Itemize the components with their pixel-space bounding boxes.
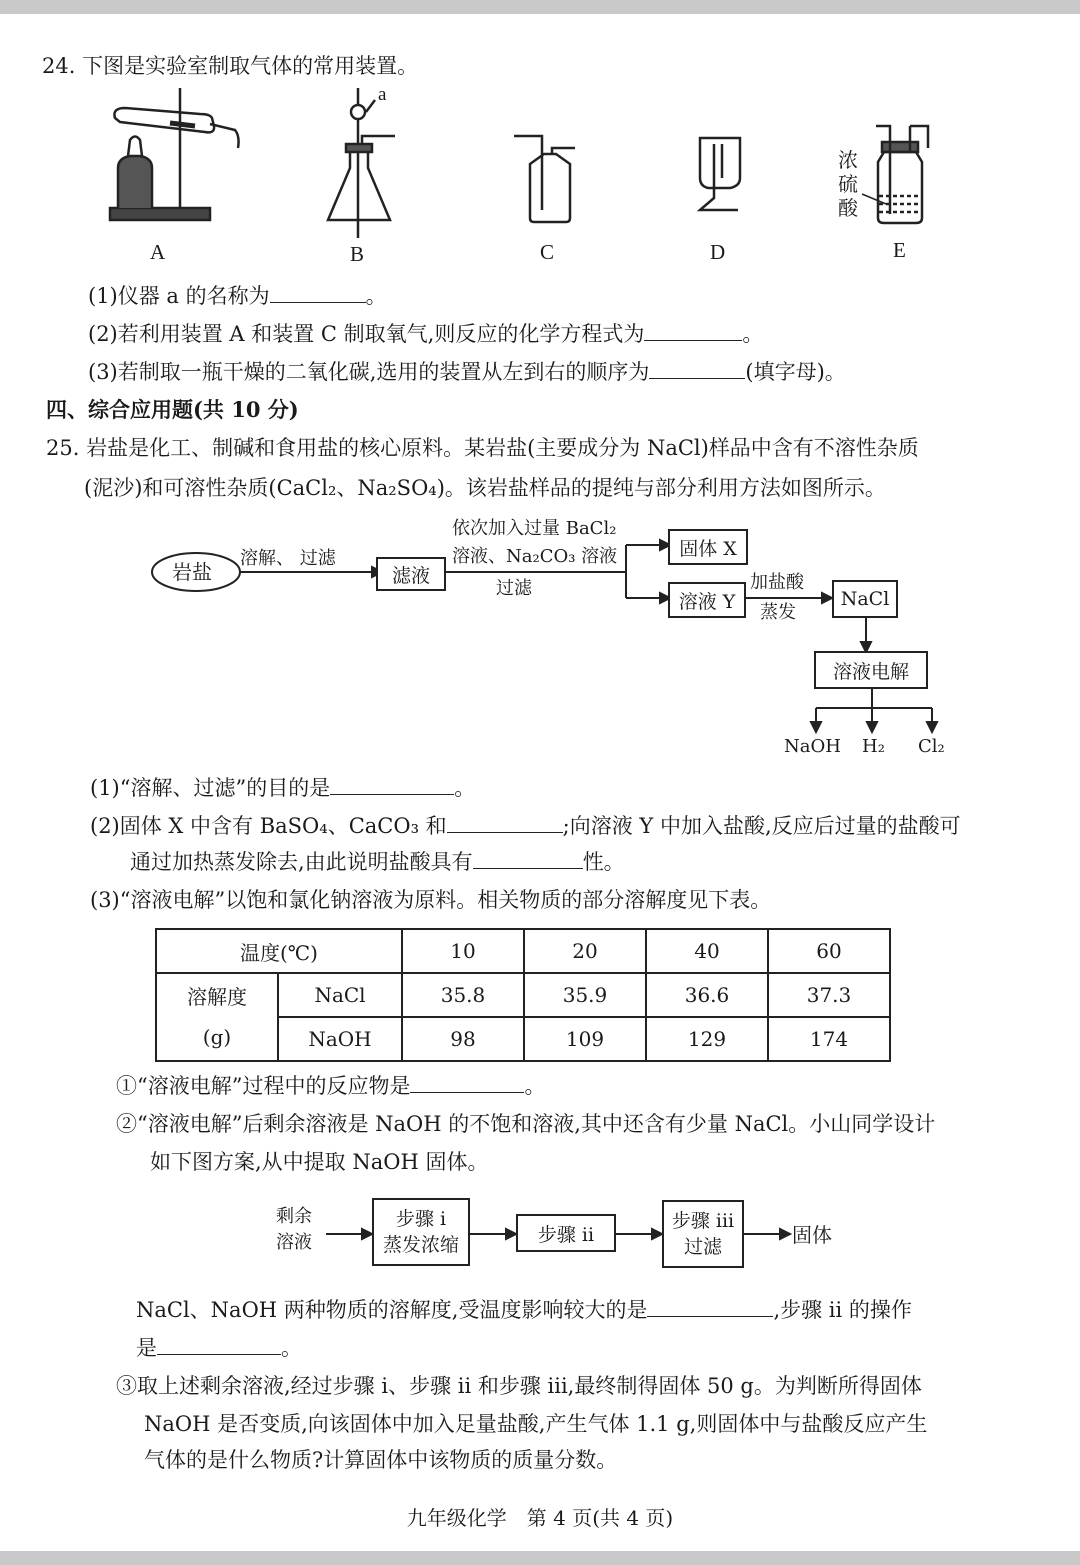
- q25-intro-1: 25. 岩盐是化工、制碱和食用盐的核心原料。某岩盐(主要成分为 NaCl)样品中含有不溶性杂质: [46, 436, 919, 460]
- apparatus-label-b: B: [350, 242, 365, 266]
- flow-acid-1: 加盐酸: [750, 572, 804, 593]
- flow2-step-ii: 步骤 ii: [516, 1214, 616, 1252]
- flow-filtrate: 滤液: [376, 557, 446, 591]
- q25-part2a: (2)固体 X 中含有 BaSO₄、CaCO₃ 和 ;向溶液 Y 中加入盐酸,反应后过量的盐酸可: [90, 814, 961, 838]
- flow-reagents-3: 过滤: [496, 578, 532, 599]
- flow-solution-y: 溶液 Y: [668, 582, 746, 618]
- q24-sub1: (1)仪器 a 的名称为 。: [88, 284, 387, 308]
- section-heading: 四、综合应用题(共 10 分): [46, 397, 299, 422]
- table-row: [156, 973, 890, 1017]
- apparatus-label-c: C: [540, 240, 555, 264]
- value-cell: 37.3: [768, 973, 890, 1017]
- solubility-table: [155, 928, 891, 1062]
- flow-product-cl2: Cl₂: [918, 736, 945, 757]
- flow-product-h2: H₂: [862, 736, 885, 757]
- flow-electrolysis: 溶液电解: [814, 651, 928, 689]
- apparatus-c: [514, 136, 575, 222]
- label-conc-sulfuric-acid: 浓硫酸: [838, 148, 858, 220]
- q25-c2b: 如下图方案,从中提取 NaOH 固体。: [150, 1150, 489, 1174]
- flow-reagents-2: 溶液、Na₂CO₃ 溶液: [452, 546, 618, 567]
- solubility-label-1: 溶解度: [187, 985, 247, 1009]
- q25-part3: (3)“溶液电解”以饱和氯化钠溶液为原料。相关物质的部分溶解度见下表。: [90, 888, 772, 912]
- top-edge: [0, 0, 1080, 14]
- value-cell: 35.9: [524, 973, 646, 1017]
- flow2-end: 固体: [792, 1223, 832, 1247]
- flow-step1: 溶解、 过滤: [240, 548, 336, 569]
- q24-sub3: (3)若制取一瓶干燥的二氧化碳,选用的装置从左到右的顺序为 (填字母)。: [88, 360, 846, 384]
- flow2-step-i: [372, 1198, 470, 1266]
- flow2-step-i-2: 蒸发浓缩: [382, 1234, 459, 1256]
- flow-acid-2: 蒸发: [760, 602, 796, 623]
- apparatus-label-e: E: [893, 238, 906, 262]
- q25-part1: (1)“溶解、过滤”的目的是 。: [90, 776, 476, 800]
- flow2-step-iii: [662, 1200, 744, 1268]
- q25-c3c: 气体的是什么物质?计算固体中该物质的质量分数。: [144, 1448, 618, 1472]
- q25-c3a: ③取上述剩余溶液,经过步骤 i、步骤 ii 和步骤 iii,最终制得固体 50 g。为判断所得固体: [116, 1374, 922, 1398]
- page-footer: 九年级化学 第 4 页(共 4 页): [406, 1506, 674, 1530]
- flow2-step-i-1: 步骤 i: [395, 1208, 447, 1230]
- q24-title: 24. 下图是实验室制取气体的常用装置。: [42, 54, 419, 78]
- temp-cell: 40: [646, 929, 768, 973]
- value-cell: 129: [646, 1017, 768, 1061]
- temp-header: 温度(℃): [156, 929, 402, 973]
- row-name: NaOH: [278, 1017, 402, 1061]
- q24-sub2: (2)若利用装置 A 和装置 C 制取氧气,则反应的化学方程式为 。: [88, 322, 764, 346]
- flow-reagents-1: 依次加入过量 BaCl₂: [452, 518, 617, 539]
- bottom-edge: [0, 1551, 1080, 1565]
- q25-intro-2: (泥沙)和可溶性杂质(CaCl₂、Na₂SO₄)。该岩盐样品的提纯与部分利用方法如图所示。: [84, 476, 886, 500]
- solubility-label: [156, 973, 278, 1061]
- q25-c2c: NaCl、NaOH 两种物质的溶解度,受温度影响较大的是 ,步骤 ii 的操作: [136, 1298, 912, 1322]
- q25-c3b: NaOH 是否变质,向该固体中加入足量盐酸,产生气体 1.1 g,则固体中与盐酸反应产生: [144, 1412, 928, 1436]
- flow-solid-x: 固体 X: [668, 529, 748, 565]
- row-name: NaCl: [278, 973, 402, 1017]
- flow-nacl: NaCl: [832, 580, 898, 618]
- solubility-label-2: (g): [202, 1025, 232, 1049]
- apparatus-label-d: D: [710, 240, 726, 264]
- table-row: [156, 929, 890, 973]
- apparatus-d: [700, 138, 740, 210]
- q25-c2d: 是 。: [136, 1336, 302, 1360]
- flow2-start-1: 剩余: [276, 1206, 312, 1227]
- apparatus-b: [328, 88, 395, 238]
- apparatus-label-a: A: [150, 240, 166, 264]
- temp-cell: 20: [524, 929, 646, 973]
- q25-part2b: 通过加热蒸发除去,由此说明盐酸具有 性。: [130, 850, 625, 874]
- temp-cell: 60: [768, 929, 890, 973]
- flow2-step-iii-2: 过滤: [683, 1236, 722, 1258]
- value-cell: 174: [768, 1017, 890, 1061]
- q25-c2a: ②“溶液电解”后剩余溶液是 NaOH 的不饱和溶液,其中还含有少量 NaCl。小山同学设计: [116, 1112, 936, 1136]
- value-cell: 98: [402, 1017, 524, 1061]
- value-cell: 36.6: [646, 973, 768, 1017]
- label-a: a: [378, 84, 387, 105]
- value-cell: 35.8: [402, 973, 524, 1017]
- flow-rock-salt: 岩盐: [172, 560, 212, 584]
- q25-c1: ①“溶液电解”过程中的反应物是 。: [116, 1074, 546, 1098]
- flow-product-naoh: NaOH: [784, 736, 841, 757]
- flow2-start-2: 溶液: [276, 1232, 312, 1253]
- apparatus-e: [862, 126, 928, 223]
- flow2-step-iii-1: 步骤 iii: [671, 1210, 735, 1232]
- value-cell: 109: [524, 1017, 646, 1061]
- apparatus-a: [110, 88, 239, 220]
- temp-cell: 10: [402, 929, 524, 973]
